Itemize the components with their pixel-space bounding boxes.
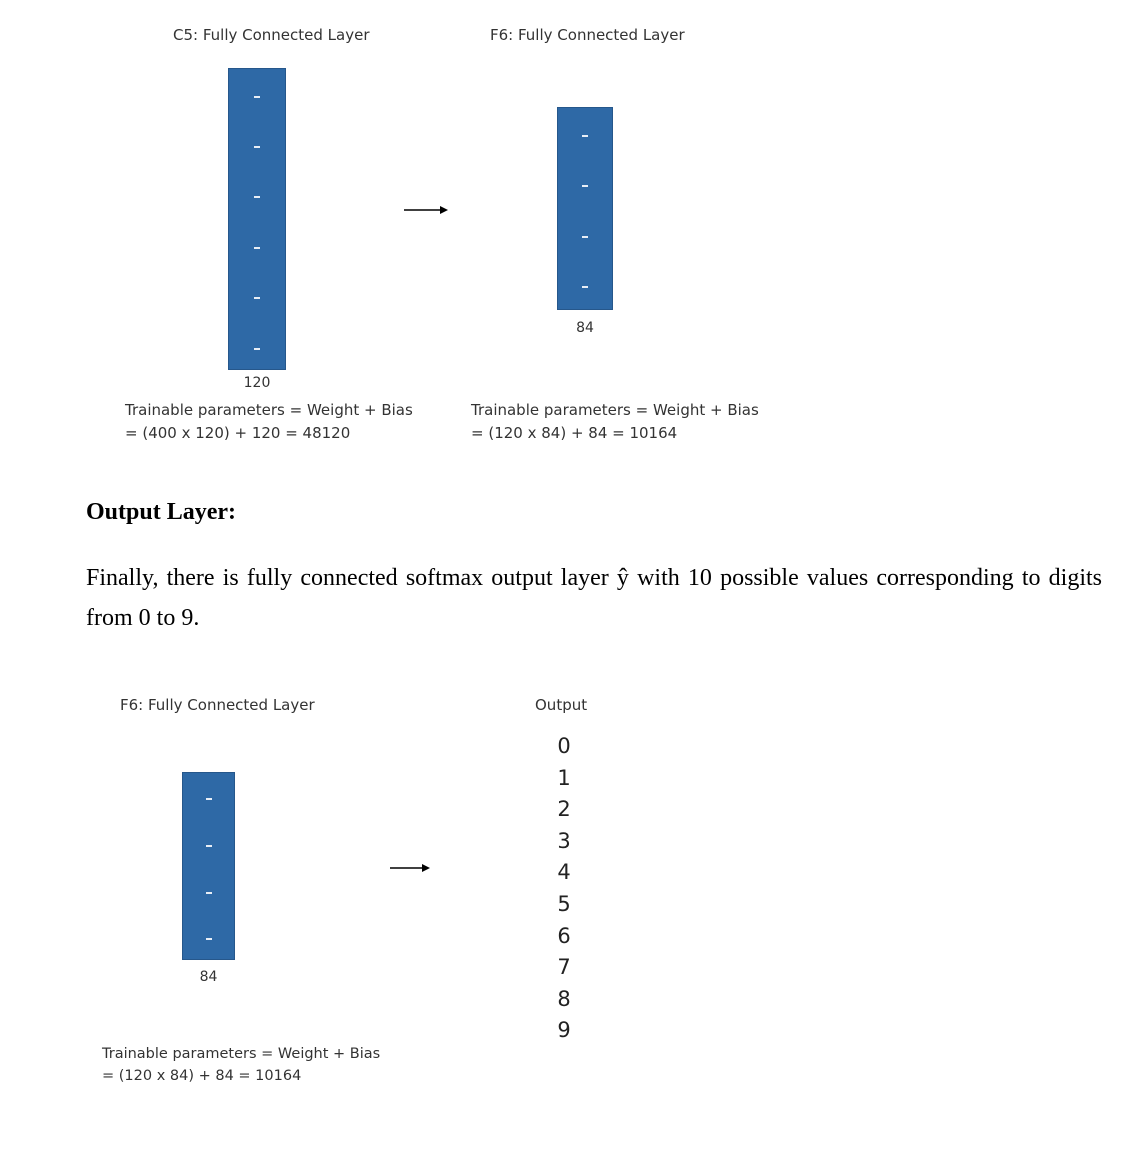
output-digits [549, 731, 579, 1047]
section-heading: Output Layer: [86, 499, 236, 525]
output-digit: 5 [557, 891, 571, 916]
output-digit: 8 [557, 986, 571, 1011]
neuron-marker [254, 297, 260, 299]
param-calculation: = (120 x 84) + 84 = 10164 [102, 1068, 302, 1084]
c5-neuron-count: 120 [243, 375, 271, 391]
param-formula: Trainable parameters = Weight + Bias [471, 401, 759, 419]
neuron-marker [206, 845, 212, 847]
output-digit: 9 [557, 1018, 571, 1043]
neuron-marker [582, 185, 588, 187]
neuron-marker [206, 938, 212, 940]
neuron-marker [254, 96, 260, 98]
f6-neuron-count-top: 84 [576, 320, 594, 336]
output-digit: 6 [557, 923, 571, 948]
neuron-marker [254, 196, 260, 198]
output-digit: 7 [557, 955, 571, 980]
f6-layer-bar-bottom [182, 772, 235, 960]
neuron-marker [582, 286, 588, 288]
param-formula: Trainable parameters = Weight + Bias [102, 1046, 381, 1062]
c5-layer-title: C5: Fully Connected Layer [173, 26, 370, 44]
neuron-marker [582, 236, 588, 238]
f6-trainable-parameters-bottom [102, 1043, 380, 1087]
param-formula: Trainable parameters = Weight + Bias [125, 401, 413, 419]
output-digit: 4 [557, 860, 571, 885]
output-digit: 1 [557, 765, 571, 790]
param-calculation: = (400 x 120) + 120 = 48120 [125, 424, 351, 442]
f6-layer-bar-top [557, 107, 613, 310]
arrow-right-icon [404, 204, 448, 216]
section-paragraph: Finally, there is fully connected softmax output layer ŷ with 10 possible values corresponding to digits from 0 to 9. [86, 565, 1102, 631]
f6-trainable-parameters-top [471, 399, 759, 445]
output-digit: 0 [557, 734, 571, 758]
neuron-marker [582, 135, 588, 137]
c5-trainable-parameters [125, 399, 413, 445]
arrow-right-icon [390, 862, 430, 874]
f6-neuron-count-bottom: 84 [199, 969, 218, 985]
neuron-marker [254, 247, 260, 249]
param-calculation: = (120 x 84) + 84 = 10164 [471, 424, 678, 442]
output-digit: 3 [557, 828, 571, 853]
f6-layer-title-top: F6: Fully Connected Layer [490, 26, 685, 44]
neuron-marker [254, 146, 260, 148]
neuron-marker [206, 798, 212, 800]
neuron-marker [254, 348, 260, 350]
neuron-marker [206, 892, 212, 894]
output-title: Output [535, 696, 588, 714]
output-digit: 2 [557, 797, 571, 822]
f6-layer-title-bottom: F6: Fully Connected Layer [120, 696, 315, 714]
c5-layer-bar [228, 68, 286, 370]
